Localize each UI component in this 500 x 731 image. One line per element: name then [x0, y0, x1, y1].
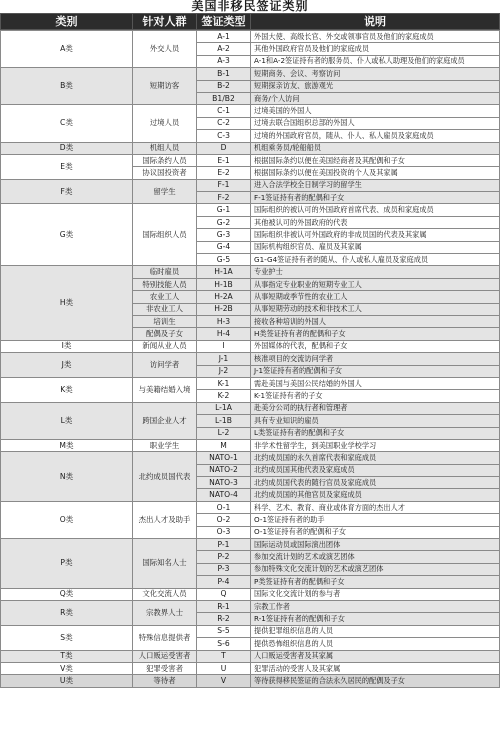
visa-type-cell: G-3 — [197, 229, 251, 241]
visa-type-cell: NATO-1 — [197, 452, 251, 464]
category-cell: B类 — [1, 68, 133, 105]
category-cell: N类 — [1, 452, 133, 502]
visa-type-cell: L-1A — [197, 402, 251, 414]
target-group-cell: 临时雇员 — [133, 266, 197, 278]
category-cell: M类 — [1, 439, 133, 451]
target-group-cell: 特殊信息提供者 — [133, 625, 197, 650]
visa-type-cell: V — [197, 675, 251, 687]
category-cell: P类 — [1, 539, 133, 589]
description-cell: 从事短期或季节性的农业工人 — [251, 291, 500, 303]
visa-type-cell: H-2A — [197, 291, 251, 303]
description-cell: 商务/个人访问 — [251, 92, 500, 104]
description-cell: O-1签证持有者的配偶和子女 — [251, 526, 500, 538]
target-group-cell: 国际组织人员 — [133, 204, 197, 266]
target-group-cell: 外交人员 — [133, 31, 197, 68]
description-cell: 等待获得移民签证的合法永久居民的配偶及子女 — [251, 675, 500, 687]
visa-group — [1, 402, 500, 439]
target-group-cell: 培训生 — [133, 315, 197, 327]
table-row — [1, 662, 500, 674]
category-cell: A类 — [1, 31, 133, 68]
visa-type-cell: G-2 — [197, 216, 251, 228]
description-cell: 参加交流计划的艺术或演艺团体 — [251, 551, 500, 563]
visa-type-cell: H-4 — [197, 328, 251, 340]
visa-type-cell: H-3 — [197, 315, 251, 327]
visa-type-cell: S-5 — [197, 625, 251, 637]
description-cell: 人口贩运受害者及其家属 — [251, 650, 500, 662]
visa-group — [1, 501, 500, 538]
table-row — [1, 154, 500, 166]
target-group-cell: 北约成员国代表 — [133, 452, 197, 502]
visa-type-cell: U — [197, 662, 251, 674]
visa-group — [1, 154, 500, 179]
table-row — [1, 31, 500, 43]
visa-group — [1, 204, 500, 266]
target-group-cell: 农业工人 — [133, 291, 197, 303]
visa-group — [1, 340, 500, 352]
table-row — [1, 625, 500, 637]
target-group-cell: 协议国投资者 — [133, 167, 197, 179]
description-cell: 其他被认可的外国政府的代表 — [251, 216, 500, 228]
category-cell: E类 — [1, 154, 133, 179]
page-title: 美国非移民签证类别 — [191, 0, 309, 13]
category-cell: S类 — [1, 625, 133, 650]
visa-group — [1, 68, 500, 105]
description-cell: 参加特殊文化交流计划的艺术或演艺团体 — [251, 563, 500, 575]
visa-group — [1, 650, 500, 662]
visa-type-cell: R-2 — [197, 613, 251, 625]
target-group-cell: 人口贩运受害者 — [133, 650, 197, 662]
visa-type-cell: H-1A — [197, 266, 251, 278]
visa-type-cell: P-3 — [197, 563, 251, 575]
description-cell: 科学、艺术、教育、商业或体育方面的杰出人才 — [251, 501, 500, 513]
description-cell: 提供犯罪组织信息的人员 — [251, 625, 500, 637]
description-cell: 从事指定专业职业的短期专业工人 — [251, 278, 500, 290]
visa-type-cell: F-2 — [197, 192, 251, 204]
visa-group — [1, 266, 500, 340]
visa-group — [1, 452, 500, 502]
visa-type-cell: NATO-3 — [197, 477, 251, 489]
description-cell: 赴美分公司的执行者和管理者 — [251, 402, 500, 414]
description-cell: 从事短期劳动的技术和非技术工人 — [251, 303, 500, 315]
description-cell: 提供恐怖组织信息的人员 — [251, 638, 500, 650]
table-row — [1, 600, 500, 612]
table-row — [1, 340, 500, 352]
category-cell: L类 — [1, 402, 133, 439]
target-group-cell: 非农业工人 — [133, 303, 197, 315]
target-group-cell: 短期访客 — [133, 68, 197, 105]
table-row — [1, 377, 500, 389]
visa-group — [1, 625, 500, 650]
category-cell: G类 — [1, 204, 133, 266]
description-cell: 过境去联合国组织总部的外国人 — [251, 117, 500, 129]
visa-type-cell: J-2 — [197, 365, 251, 377]
target-group-cell: 特别技能人员 — [133, 278, 197, 290]
table-row — [1, 179, 500, 191]
visa-type-cell: G-5 — [197, 254, 251, 266]
description-cell: 过境美国的外国人 — [251, 105, 500, 117]
visa-type-cell: A-1 — [197, 31, 251, 43]
target-group-cell: 跨国企业人才 — [133, 402, 197, 439]
description-cell: 北约成员国代表的随行官员及家庭成员 — [251, 477, 500, 489]
description-cell: 需赴美国与美国公民结婚的外国人 — [251, 377, 500, 389]
header-description: 说明 — [251, 14, 500, 30]
visa-type-cell: F-1 — [197, 179, 251, 191]
visa-group — [1, 588, 500, 600]
description-cell: P类签证持有者的配偶和子女 — [251, 576, 500, 588]
visa-type-cell: R-1 — [197, 600, 251, 612]
description-cell: 北约成员国的其他官员及家庭成员 — [251, 489, 500, 501]
target-group-cell: 犯罪受害者 — [133, 662, 197, 674]
description-cell: F-1签证持有者的配偶和子女 — [251, 192, 500, 204]
description-cell: 机组乘务员/轮船船员 — [251, 142, 500, 154]
target-group-cell: 与美籍结婚入境 — [133, 377, 197, 402]
table-row — [1, 105, 500, 117]
table-row — [1, 204, 500, 216]
header-category: 类别 — [1, 14, 133, 30]
visa-type-cell: E-1 — [197, 154, 251, 166]
description-cell: K-1签证持有者的子女 — [251, 390, 500, 402]
visa-type-cell: G-4 — [197, 241, 251, 253]
table-row — [1, 402, 500, 414]
table-row — [1, 501, 500, 513]
visa-type-cell: S-6 — [197, 638, 251, 650]
visa-type-cell: M — [197, 439, 251, 451]
visa-type-cell: L-2 — [197, 427, 251, 439]
visa-type-cell: T — [197, 650, 251, 662]
description-cell: 外国大使、高级长官、外交或领事官员及他们的家庭成员 — [251, 31, 500, 43]
visa-type-cell: K-1 — [197, 377, 251, 389]
visa-table-body — [0, 30, 500, 688]
visa-type-cell: E-2 — [197, 167, 251, 179]
target-group-cell: 配偶及子女 — [133, 328, 197, 340]
visa-group — [1, 439, 500, 451]
visa-group — [1, 31, 500, 68]
target-group-cell: 国际知名人士 — [133, 539, 197, 589]
description-cell: 专业护士 — [251, 266, 500, 278]
visa-group — [1, 377, 500, 402]
description-cell: 根据国际条约以便在美国经商者及其配偶和子女 — [251, 154, 500, 166]
description-cell: 国际组织非被认可外国政府的非成员国的代表及其家属 — [251, 229, 500, 241]
visa-type-cell: Q — [197, 588, 251, 600]
category-cell: Q类 — [1, 588, 133, 600]
category-cell: I类 — [1, 340, 133, 352]
table-row — [1, 539, 500, 551]
table-row — [1, 68, 500, 80]
visa-type-cell: P-1 — [197, 539, 251, 551]
description-cell: 短期探亲访友、旅游观光 — [251, 80, 500, 92]
visa-type-cell: G-1 — [197, 204, 251, 216]
description-cell: J-1签证持有者的配偶和子女 — [251, 365, 500, 377]
visa-type-cell: H-1B — [197, 278, 251, 290]
description-cell: 北约成员国的永久首席代表和家庭成员 — [251, 452, 500, 464]
description-cell: O-1签证持有者的助手 — [251, 514, 500, 526]
visa-type-cell: O-1 — [197, 501, 251, 513]
description-cell: 宗教工作者 — [251, 600, 500, 612]
table-header-row — [1, 14, 500, 30]
table-row — [1, 452, 500, 464]
category-cell: H类 — [1, 266, 133, 340]
header-visa-type: 签证类型 — [197, 14, 251, 30]
description-cell: 根据国际条约以便在美国投资的个人及其家属 — [251, 167, 500, 179]
target-group-cell: 过境人员 — [133, 105, 197, 142]
target-group-cell: 杰出人才及助手 — [133, 501, 197, 538]
description-cell: 国际运动员或国际演出团体 — [251, 539, 500, 551]
visa-type-cell: I — [197, 340, 251, 352]
target-group-cell: 新闻从业人员 — [133, 340, 197, 352]
category-cell: C类 — [1, 105, 133, 142]
visa-group — [1, 353, 500, 378]
visa-type-cell: L-1B — [197, 415, 251, 427]
visa-type-cell: C-1 — [197, 105, 251, 117]
description-cell: 外国媒体的代表，配偶和子女 — [251, 340, 500, 352]
table-row — [1, 353, 500, 365]
visa-group — [1, 179, 500, 204]
visa-group — [1, 105, 500, 142]
visa-type-cell: A-3 — [197, 55, 251, 67]
target-group-cell: 职业学生 — [133, 439, 197, 451]
table-row — [1, 266, 500, 278]
description-cell: L类签证持有者的配偶和子女 — [251, 427, 500, 439]
target-group-cell: 宗教界人士 — [133, 600, 197, 625]
category-cell: K类 — [1, 377, 133, 402]
description-cell: 其他外国政府官员及他们的家庭成员 — [251, 43, 500, 55]
description-cell: G1-G4签证持有者的随从、仆人或私人雇员及家庭成员 — [251, 254, 500, 266]
table-row — [1, 650, 500, 662]
visa-group — [1, 675, 500, 687]
target-group-cell: 留学生 — [133, 179, 197, 204]
visa-type-cell: K-2 — [197, 390, 251, 402]
description-cell: 过境的外国政府官员，随从、仆人、私人雇员及家庭成员 — [251, 130, 500, 142]
category-cell: D类 — [1, 142, 133, 154]
target-group-cell: 机组人员 — [133, 142, 197, 154]
description-cell: 非学术性留学生，到美国职业学校学习 — [251, 439, 500, 451]
category-cell: V类 — [1, 662, 133, 674]
visa-type-cell: B-1 — [197, 68, 251, 80]
table-row — [1, 675, 500, 687]
visa-type-cell: NATO-4 — [197, 489, 251, 501]
table-row — [1, 439, 500, 451]
visa-type-cell: B-2 — [197, 80, 251, 92]
target-group-cell: 等待者 — [133, 675, 197, 687]
visa-type-cell: H-2B — [197, 303, 251, 315]
visa-type-cell: J-1 — [197, 353, 251, 365]
category-cell: O类 — [1, 501, 133, 538]
visa-group — [1, 142, 500, 154]
description-cell: 犯罪活动的受害人及其家属 — [251, 662, 500, 674]
visa-type-cell: NATO-2 — [197, 464, 251, 476]
description-cell: 短期商务、会议、考察访问 — [251, 68, 500, 80]
visa-type-cell: D — [197, 142, 251, 154]
target-group-cell: 访问学者 — [133, 353, 197, 378]
description-cell: 国际组织的被认可的外国政府首席代表、成员和家庭成员 — [251, 204, 500, 216]
visa-group — [1, 539, 500, 589]
table-row — [1, 588, 500, 600]
description-cell: A-1和A-2签证持有者的服务员、仆人或私人助理及他们的家庭成员 — [251, 55, 500, 67]
category-cell: R类 — [1, 600, 133, 625]
header-target-group: 针对人群 — [133, 14, 197, 30]
visa-type-cell: P-2 — [197, 551, 251, 563]
target-group-cell: 国际条约人员 — [133, 154, 197, 166]
target-group-cell: 文化交流人员 — [133, 588, 197, 600]
description-cell: 国际文化交流计划的参与者 — [251, 588, 500, 600]
visa-type-cell: P-4 — [197, 576, 251, 588]
category-cell: F类 — [1, 179, 133, 204]
visa-type-cell: O-2 — [197, 514, 251, 526]
visa-type-cell: B1/B2 — [197, 92, 251, 104]
visa-type-cell: A-2 — [197, 43, 251, 55]
description-cell: 具有专业知识的雇员 — [251, 415, 500, 427]
description-cell: 国际机构组织官员、雇员及其家属 — [251, 241, 500, 253]
category-cell: T类 — [1, 650, 133, 662]
description-cell: 接收各种培训的外国人 — [251, 315, 500, 327]
description-cell: 进入合法学校全日制学习的留学生 — [251, 179, 500, 191]
table-row — [1, 142, 500, 154]
visa-type-cell: C-2 — [197, 117, 251, 129]
visa-group — [1, 662, 500, 674]
description-cell: 北约成员国其他代表及家庭成员 — [251, 464, 500, 476]
visa-group — [1, 600, 500, 625]
visa-category-table — [0, 13, 500, 30]
description-cell: R-1签证持有者的配偶和子女 — [251, 613, 500, 625]
category-cell: J类 — [1, 353, 133, 378]
category-cell: U类 — [1, 675, 133, 687]
description-cell: H类签证持有者的配偶和子女 — [251, 328, 500, 340]
visa-type-cell: O-3 — [197, 526, 251, 538]
description-cell: 核准项目的交流访问学者 — [251, 353, 500, 365]
visa-type-cell: C-3 — [197, 130, 251, 142]
